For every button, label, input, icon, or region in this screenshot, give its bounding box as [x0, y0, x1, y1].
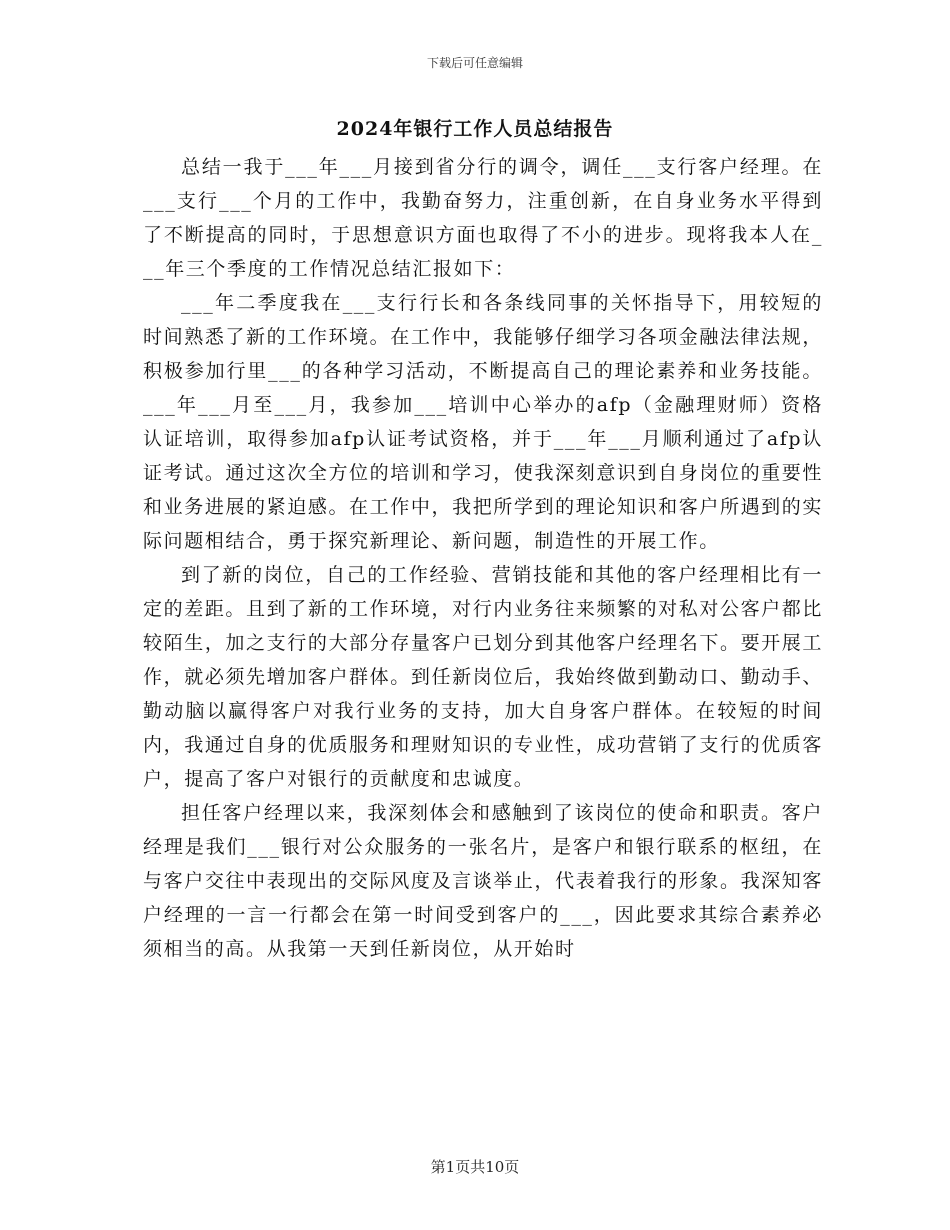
paragraph-4: 担任客户经理以来，我深刻体会和感触到了该岗位的使命和职责。客户经理是我们___银行对公众服务的一张名片，是客户和银行联系的枢纽，在与客户交往中表现出的交际风度及言谈举止，代表着我行的形象。我深知客户经理的一言一行都会在第一时间受到客户的___，因此要求其综合素养必须相当的高。从我第一天到任新岗位，从开始时 — [143, 802, 823, 960]
paragraph-1: 总结一我于___年___月接到省分行的调令，调任___支行客户经理。在___支行___个月的工作中，我勤奋努力，注重创新，在自身业务水平得到了不断提高的同时，于思想意识方面也取得了不小的进步。现将我本人在___年三个季度的工作情况总结汇报如下： — [143, 156, 823, 280]
paragraph-2: ___年二季度我在___支行行长和各条线同事的关怀指导下，用较短的时间熟悉了新的工作环境。在工作中，我能够仔细学习各项金融法律法规，积极参加行里___的各种学习活动，不断提高自己的理论素养和业务技能。___年___月至___月，我参加___培训中心举办的afp（金融理财师）资格认证培训，取得参加afp认证考试资格，并于___年___月顺利通过了afp认证考试。通过这次全方位的培训和学习，使我深刻意识到自身岗位的重要性和业务进展的紧迫感。在工作中，我把所学到的理论知识和客户所遇到的实际问题相结合，勇于探究新理论、新问题，制造性的开展工作。 — [143, 292, 823, 552]
document-title: 2024年银行工作人员总结报告 — [336, 118, 614, 140]
paragraph-3: 到了新的岗位，自己的工作经验、营销技能和其他的客户经理相比有一定的差距。且到了新的工作环境，对行内业务往来频繁的对私对公客户都比较陌生，加之支行的大部分存量客户已划分到其他客户经理名下。要开展工作，就必须先增加客户群体。到任新岗位后，我始终做到勤动口、勤动手、勤动脑以赢得客户对我行业务的支持，加大自身客户群体。在较短的时间内，我通过自身的优质服务和理财知识的专业性，成功营销了支行的优质客户，提高了客户对银行的贡献度和忠诚度。 — [143, 564, 823, 790]
document-body — [143, 150, 823, 966]
header-note: 下载后可任意编辑 — [426, 56, 523, 70]
page-number: 第1页共10页 — [430, 1158, 520, 1176]
